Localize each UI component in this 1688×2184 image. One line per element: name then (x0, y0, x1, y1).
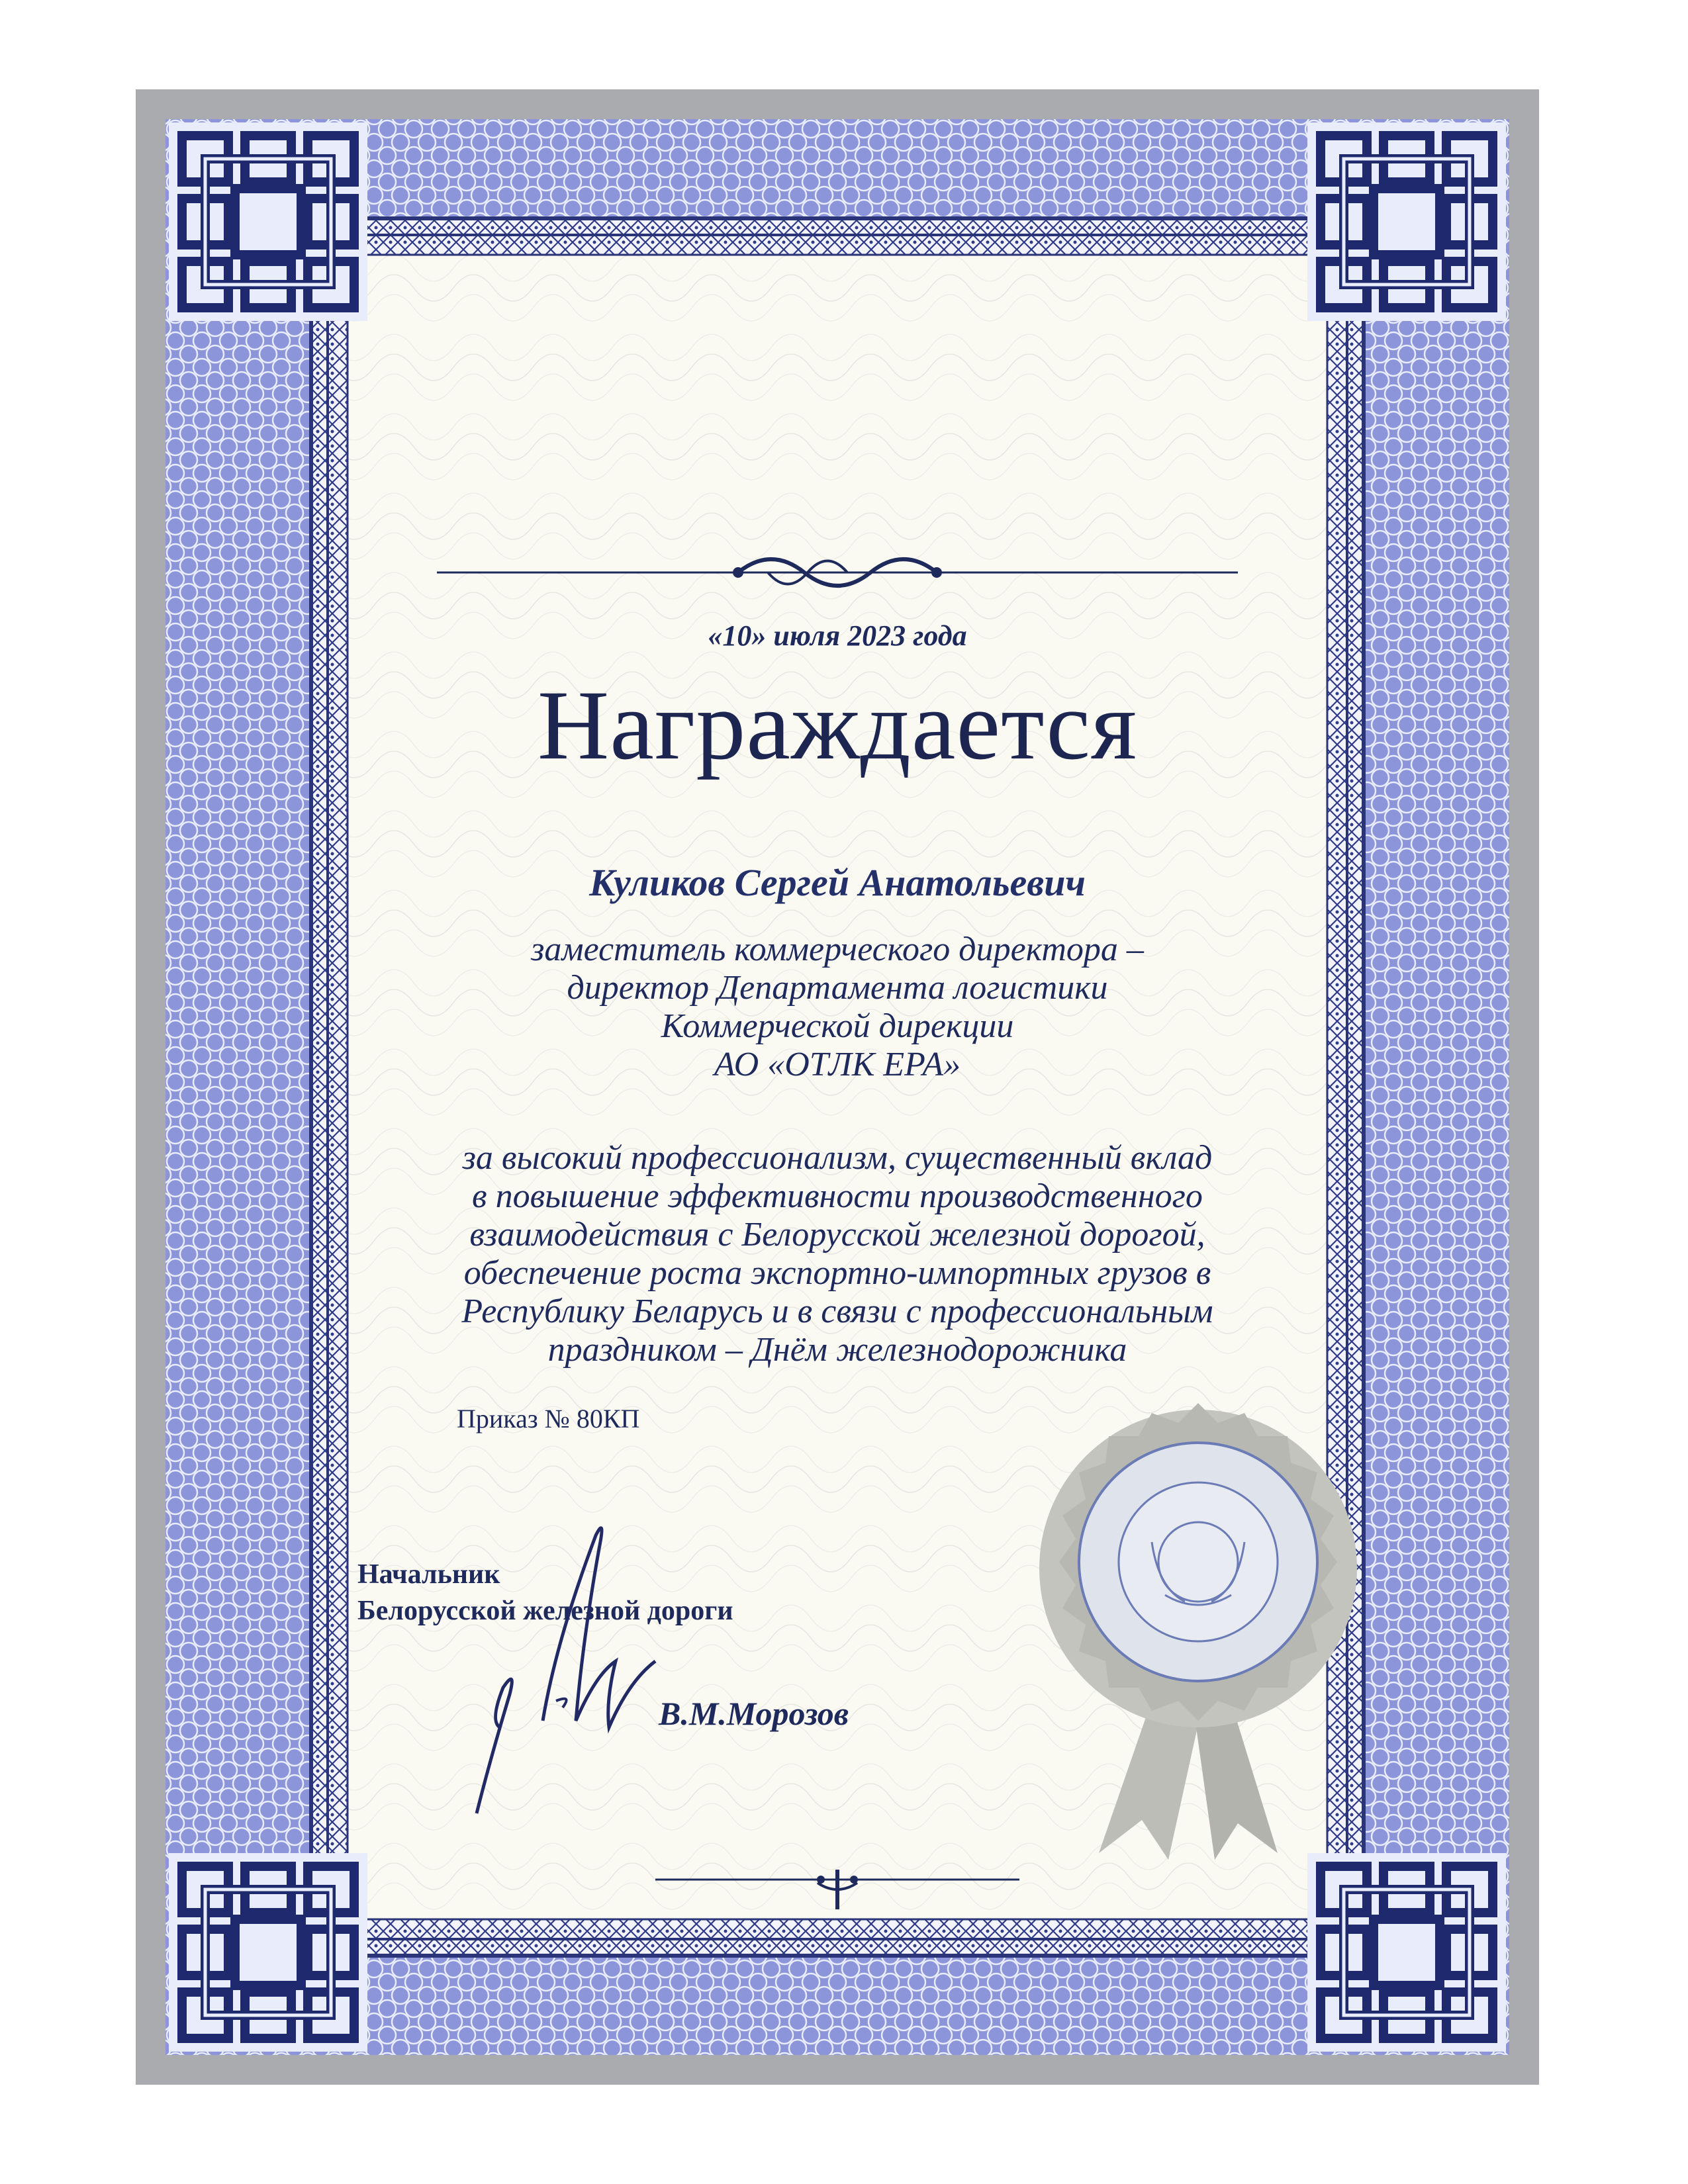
bottom-ornament-icon (655, 1866, 1019, 1913)
signature-icon (463, 1509, 682, 1820)
order-number: Приказ № 80КП (457, 1404, 640, 1433)
position-line: АО «ОТЛК ЕРА» (714, 1046, 961, 1083)
award-date: «10» июля 2023 года (708, 619, 967, 652)
certificate-title: Награждается (537, 670, 1138, 780)
reason-line: за высокий профессионализм, существенный вклад (462, 1139, 1213, 1177)
reason-line: праздником – Днём железнодорожника (547, 1331, 1127, 1369)
reason-line: взаимодействия с Белорусской железной дорогой, (469, 1216, 1205, 1253)
certificate-body (357, 251, 1311, 1923)
flourish-ornament-icon (437, 549, 1238, 596)
wax-seal-icon (1026, 1396, 1370, 1860)
signatory-title: Белорусской железной дороги (357, 1596, 733, 1626)
recipient-name: Куликов Сергей Анатольевич (589, 861, 1086, 904)
certificate-sheet (136, 89, 1539, 2085)
signatory-title: Начальник (357, 1559, 500, 1590)
position-line: директор Департамента логистики (567, 969, 1108, 1007)
reason-line: обеспечение роста экспортно-импортных грузов в (463, 1254, 1211, 1292)
signatory-name: В.М.Морозов (659, 1695, 849, 1732)
reason-line: в повышение эффективности производственного (472, 1177, 1203, 1215)
position-line: Коммерческой дирекции (661, 1007, 1014, 1045)
position-line: заместитель коммерческого директора – (531, 931, 1144, 968)
reason-line: Республику Беларусь и в связи с профессиональным (461, 1293, 1213, 1330)
